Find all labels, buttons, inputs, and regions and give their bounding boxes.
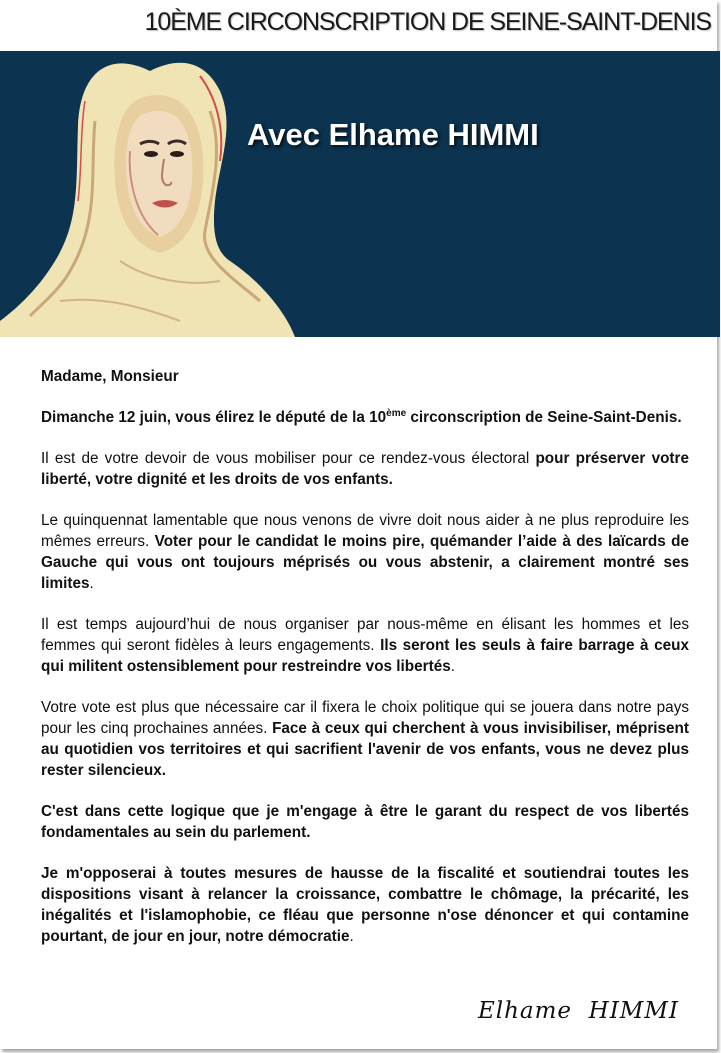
banner	[0, 51, 720, 337]
paragraph-opposition: Je m'opposerai à toutes mesures de hausse de la fiscalité et soutiendrai toutes les dispositions visant à relancer la croissance, combattre le chômage, la précarité, les inégalités et l'islamophobie, ce fléau que personne n'ose dénoncer et qui contamine pourtant, de jour en jour, notre démocratie.	[41, 865, 689, 945]
paragraph-election-date: Dimanche 12 juin, vous élirez le député de la 10ème circonscription de Seine-Saint-Denis.	[41, 407, 682, 426]
constituency-title: 10ÈME CIRCONSCRIPTION DE SEINE-SAINT-DENIS	[144, 8, 711, 36]
paragraph-vote: Votre vote est plus que nécessaire car il fixera le choix politique qui se jouera dans notre pays pour les cinq prochaines années. Face à ceux qui cherchent à vous invisibiliser, méprisent au quotidien vos territoires et qui sacrifient l'avenir de vos enfants, vous ne devez plus rester silencieux.	[41, 699, 689, 779]
signature: Elhame HIMMI	[477, 998, 679, 1024]
banner-title: Avec Elhame HIMMI	[247, 117, 539, 152]
paragraph-duty: Il est de votre devoir de vous mobiliser pour ce rendez-vous électoral pour préserver votre liberté, votre dignité et les droits de vos enfants.	[41, 450, 689, 488]
paragraph-quinquennat: Le quinquennat lamentable que nous venons de vivre doit nous aider à ne plus reproduire les mêmes erreurs. Voter pour le candidat le moins pire, quémander l’aide à des laïcards de Gauche qui vous ont toujours méprisés ou vous abstenir, a clairement montré ses limites.	[41, 512, 689, 592]
paragraph-commitment: C'est dans cette logique que je m'engage à être le garant du respect de vos libertés fondamentales au sein du parlement.	[41, 803, 689, 841]
paragraph-organize: Il est temps aujourd’hui de nous organiser par nous-même en élisant les hommes et les femmes qui seront fidèles à leurs engagements. Ils seront les seuls à faire barrage à ceux qui militent ostensiblement pour restreindre vos libertés.	[41, 616, 689, 675]
letter-body	[41, 366, 689, 967]
candidate-portrait	[0, 51, 295, 337]
salutation: Madame, Monsieur	[41, 368, 179, 385]
